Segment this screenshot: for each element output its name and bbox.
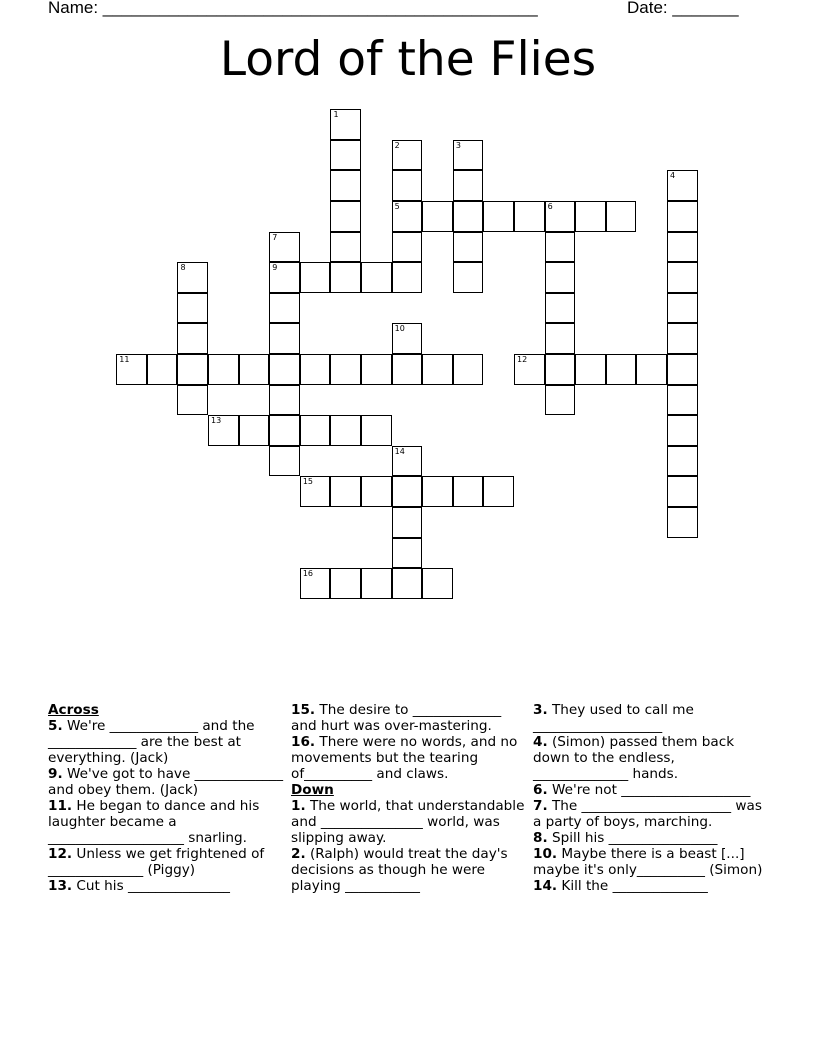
grid-cell[interactable] (483, 476, 514, 507)
grid-cell[interactable] (300, 262, 331, 293)
clue-number: 2 (394, 140, 400, 150)
clue (291, 846, 527, 894)
grid-cell[interactable] (269, 323, 300, 354)
clue-number: 10. (533, 846, 558, 862)
clue-number: 4 (670, 171, 676, 181)
name-field[interactable]: Name: ______________________________________________ (48, 0, 538, 17)
grid-cell[interactable] (667, 323, 698, 354)
grid-cell[interactable] (667, 293, 698, 324)
clue-number: 2. (291, 846, 306, 862)
clue-number: 6 (547, 202, 553, 212)
grid-cell[interactable] (575, 201, 606, 232)
grid-cell[interactable] (269, 354, 300, 385)
grid-cell[interactable] (392, 446, 423, 477)
grid-cell[interactable] (545, 385, 576, 416)
grid-cell[interactable] (330, 201, 361, 232)
grid-cell[interactable] (392, 323, 423, 354)
grid-cell[interactable] (545, 293, 576, 324)
date-field[interactable]: Date: _______ (627, 0, 739, 17)
grid-cell[interactable] (300, 354, 331, 385)
clue-number: 5. (48, 718, 63, 734)
across-heading: Across (48, 702, 99, 718)
grid-cell[interactable] (208, 415, 239, 446)
clue-text: The desire to _____________ and hurt was over-mastering. (291, 702, 502, 734)
grid-cell[interactable] (177, 262, 208, 293)
grid-cell[interactable] (361, 568, 392, 599)
grid-cell[interactable] (422, 354, 453, 385)
grid-cell[interactable] (269, 415, 300, 446)
grid-cell[interactable] (392, 170, 423, 201)
grid-cell[interactable] (514, 354, 545, 385)
grid-cell[interactable] (330, 232, 361, 263)
clue-text: Kill the ______________ (557, 878, 708, 894)
clue (48, 766, 284, 798)
grid-cell[interactable] (392, 476, 423, 507)
clue-number: 8 (180, 263, 186, 273)
clue-number: 1 (333, 110, 339, 120)
clue-number: 7. (533, 798, 548, 814)
clue (533, 830, 769, 846)
grid-cell[interactable] (545, 354, 576, 385)
clue-text: They used to call me ___________________ (533, 702, 694, 734)
clue (291, 798, 527, 846)
grid-cell[interactable] (392, 507, 423, 538)
clue-text: The world, that understandable and _______________ world, was slipping away. (291, 798, 525, 846)
clue (291, 734, 527, 782)
grid-cell[interactable] (636, 354, 667, 385)
clue-text: He began to dance and his laughter became a ____________________ snarling. (48, 798, 260, 846)
grid-cell[interactable] (330, 140, 361, 171)
clue-text: We've got to have _____________ and obey them. (Jack) (48, 766, 284, 798)
down-heading: Down (291, 782, 334, 798)
clue-text: Cut his _______________ (72, 878, 230, 894)
grid-cell[interactable] (147, 354, 178, 385)
clue-number: 16 (302, 569, 314, 579)
grid-cell[interactable] (177, 354, 208, 385)
grid-cell[interactable] (545, 201, 576, 232)
clue-text: The ______________________ was a party of boys, marching. (533, 798, 762, 830)
grid-cell[interactable] (453, 354, 484, 385)
grid-cell[interactable] (545, 323, 576, 354)
grid-cell[interactable] (392, 201, 423, 232)
grid-cell[interactable] (453, 262, 484, 293)
grid-cell[interactable] (667, 262, 698, 293)
grid-cell[interactable] (453, 476, 484, 507)
clue-number: 13 (211, 416, 222, 426)
page-title: Lord of the Flies (219, 32, 597, 87)
grid-cell[interactable] (483, 201, 514, 232)
grid-cell[interactable] (269, 385, 300, 416)
grid-cell[interactable] (177, 293, 208, 324)
clue (291, 702, 527, 734)
clue-number: 6. (533, 782, 548, 798)
grid-cell[interactable] (330, 170, 361, 201)
clue-number: 7 (272, 232, 278, 242)
grid-cell[interactable] (269, 293, 300, 324)
clue (48, 878, 284, 894)
grid-cell[interactable] (667, 170, 698, 201)
clues-column-1 (48, 702, 284, 894)
grid-cell[interactable] (361, 476, 392, 507)
clue-number: 3. (533, 702, 548, 718)
clue (533, 846, 769, 878)
grid-cell[interactable] (361, 262, 392, 293)
grid-cell[interactable] (361, 354, 392, 385)
grid-cell[interactable] (116, 354, 147, 385)
clue-number: 9. (48, 766, 63, 782)
clue (533, 734, 769, 782)
grid-cell[interactable] (300, 568, 331, 599)
grid-cell[interactable] (667, 232, 698, 263)
grid-cell[interactable] (606, 201, 637, 232)
grid-cell[interactable] (422, 476, 453, 507)
grid-cell[interactable] (667, 385, 698, 416)
clue-text: We're _____________ and the _____________ are the best at everything. (Jack) (48, 718, 255, 766)
grid-cell[interactable] (239, 354, 270, 385)
clue-text: Maybe there is a beast [...] maybe it's only__________ (Simon) (533, 846, 763, 878)
grid-cell[interactable] (575, 354, 606, 385)
clue-number: 5 (394, 202, 400, 212)
grid-cell[interactable] (667, 507, 698, 538)
grid-cell[interactable] (269, 446, 300, 477)
clues-column-3 (533, 702, 769, 894)
clue (48, 846, 284, 878)
clue (533, 878, 769, 894)
grid-cell[interactable] (330, 476, 361, 507)
grid-cell[interactable] (392, 262, 423, 293)
clue-number: 10 (394, 324, 405, 334)
clue (533, 702, 769, 734)
clue-text: There were no words, and no movements but the tearing of__________ and claws. (291, 734, 518, 782)
clue-text: Spill his ________________ (547, 830, 718, 846)
clues-column-2 (291, 702, 527, 894)
grid-cell[interactable] (667, 201, 698, 232)
grid-cell[interactable] (667, 476, 698, 507)
grid-cell[interactable] (422, 201, 453, 232)
clue-number: 3 (455, 140, 461, 150)
clue-number: 15 (302, 477, 314, 487)
clue-text: (Ralph) would treat the day's decisions as though he were playing ___________ (291, 846, 508, 894)
grid-cell[interactable] (361, 415, 392, 446)
clue-number: 11 (119, 355, 130, 365)
grid-cell[interactable] (208, 354, 239, 385)
grid-cell[interactable] (177, 323, 208, 354)
grid-cell[interactable] (330, 262, 361, 293)
grid-cell[interactable] (667, 415, 698, 446)
clue-number: 14. (533, 878, 558, 894)
grid-cell[interactable] (330, 354, 361, 385)
clue-number: 8. (533, 830, 548, 846)
clue-number: 12 (517, 355, 528, 365)
grid-cell[interactable] (269, 262, 300, 293)
grid-cell[interactable] (330, 109, 361, 140)
grid-cell[interactable] (545, 262, 576, 293)
grid-cell[interactable] (239, 415, 270, 446)
grid-cell[interactable] (453, 140, 484, 171)
grid-cell[interactable] (392, 538, 423, 569)
clue (48, 798, 284, 846)
grid-cell[interactable] (545, 232, 576, 263)
grid-cell[interactable] (330, 415, 361, 446)
grid-cell[interactable] (300, 415, 331, 446)
grid-cell[interactable] (453, 232, 484, 263)
clue-number: 12. (48, 846, 73, 862)
clue-number: 16. (291, 734, 316, 750)
clue (533, 798, 769, 830)
clue-text: Unless we get frightened of ______________ (Piggy) (48, 846, 265, 878)
clue-number: 13. (48, 878, 73, 894)
clue-number: 4. (533, 734, 548, 750)
grid-cell[interactable] (392, 140, 423, 171)
clue-number: 15. (291, 702, 316, 718)
grid-cell[interactable] (392, 232, 423, 263)
clue (48, 718, 284, 766)
grid-cell[interactable] (392, 568, 423, 599)
grid-cell[interactable] (330, 568, 361, 599)
grid-cell[interactable] (667, 354, 698, 385)
grid-cell[interactable] (453, 201, 484, 232)
clue-number: 11. (48, 798, 73, 814)
grid-cell[interactable] (667, 446, 698, 477)
grid-cell[interactable] (300, 476, 331, 507)
clue (533, 782, 769, 798)
clue-text: We're not ___________________ (547, 782, 751, 798)
clue-number: 9 (272, 263, 278, 273)
clue-text: (Simon) passed them back down to the endless, ______________ hands. (533, 734, 735, 782)
grid-cell[interactable] (392, 354, 423, 385)
clue-number: 14 (394, 446, 405, 456)
grid-cell[interactable] (453, 170, 484, 201)
grid-cell[interactable] (422, 568, 453, 599)
grid-cell[interactable] (269, 232, 300, 263)
grid-cell[interactable] (514, 201, 545, 232)
clue-number: 1. (291, 798, 306, 814)
grid-cell[interactable] (606, 354, 637, 385)
grid-cell[interactable] (177, 385, 208, 416)
